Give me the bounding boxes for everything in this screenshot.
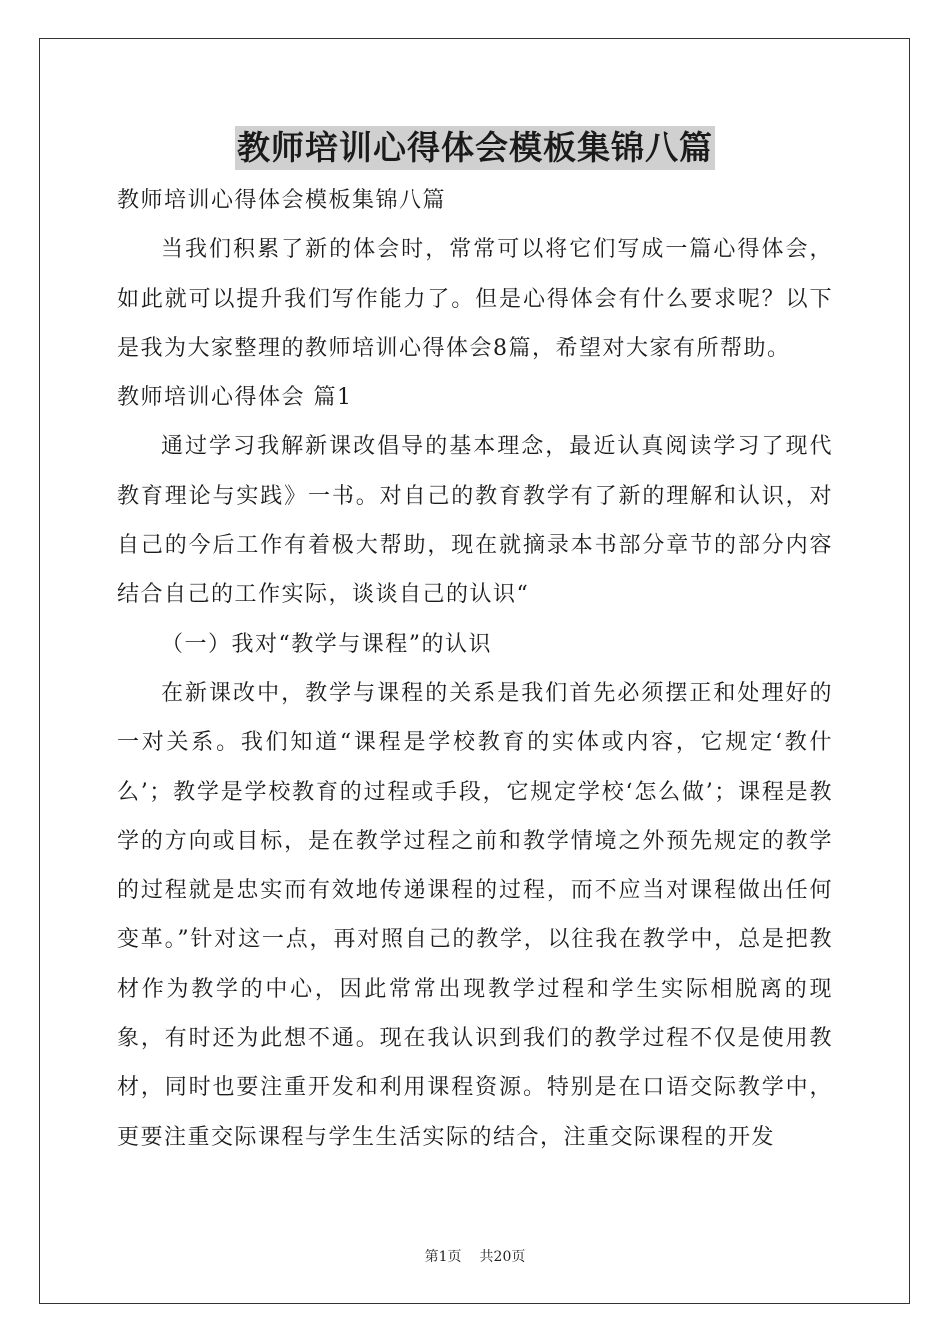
page-number: 第1页 [424, 1249, 462, 1265]
title-area [0, 126, 950, 170]
document-title: 教师培训心得体会模板集锦八篇 [235, 126, 715, 170]
sub-heading: （一）我对“教学与课程”的认识 [161, 631, 492, 657]
section-heading: 教师培训心得体会 篇1 [117, 385, 353, 411]
page-footer [0, 1248, 950, 1266]
paragraph-1: 通过学习我解新课改倡导的基本理念，最近认真阅读学习了现代教育理论与实践》一书。对自己的教育教学有了新的理解和认识，对自己的今后工作有着极大帮助，现在就摘录本书部分章节的部分内容结合自己的工作实际，谈谈自己的认识“ [117, 434, 833, 608]
page-total: 共20页 [479, 1249, 526, 1265]
subtitle-line: 教师培训心得体会模板集锦八篇 [117, 188, 447, 213]
intro-paragraph: 当我们积累了新的体会时，常常可以将它们写成一篇心得体会，如此就可以提升我们写作能力了。但是心得体会有什么要求呢？以下是我为大家整理的教师培训心得体会8篇，希望对大家有所帮助。 [117, 237, 833, 361]
paragraph-2: 在新课改中，教学与课程的关系是我们首先必须摆正和处理好的一对关系。我们知道“课程是学校教育的实体或内容，它规定‘教什么’；教学是学校教育的过程或手段，它规定学校‘怎么做’；课程是教学的方向或目标，是在教学过程之前和教学情境之外预先规定的教学的过程就是忠实而有效地传递课程的过程，而不应当对课程做出任何变革。”针对这一点，再对照自己的教学，以往我在教学中，总是把教材作为教学的中心，因此常常出现教学过程和学生实际相脱离的现象，有时还为此想不通。现在我认识到我们的教学过程不仅是使用教材，同时也要注重开发和利用课程资源。特别是在口语交际教学中，更要注重交际课程与学生生活实际的结合，注重交际课程的开发 [117, 680, 833, 1150]
document-body [117, 176, 833, 1162]
